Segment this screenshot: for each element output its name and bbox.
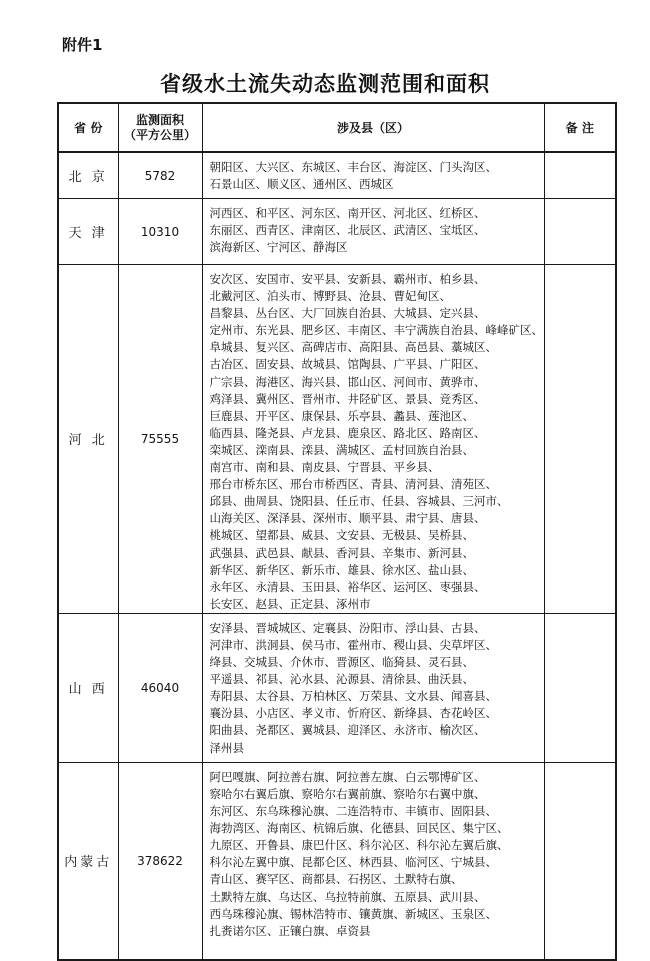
county-line: 绛县、交城县、介休市、晋源区、临猗县、灵石县、 xyxy=(209,655,474,670)
county-line: 广宗县、海港区、海兴县、邯山区、河间市、黄骅市、 xyxy=(209,374,486,389)
county-line: 海勃湾区、海南区、杭锦后旗、化德县、回民区、集宁区、 xyxy=(209,821,509,836)
county-line: 河西区、和平区、河东区、南开区、河北区、红桥区、 xyxy=(209,206,486,220)
county-line: 古冶区、固安县、故城县、馆陶县、广平县、广阳区、 xyxy=(209,357,486,372)
counties-cell xyxy=(202,762,544,960)
monitoring-table xyxy=(57,102,617,961)
table-row xyxy=(58,613,616,762)
county-line: 朝阳区、大兴区、东城区、丰台区、海淀区、门头沟区、 xyxy=(209,160,497,174)
area-cell: 46040 xyxy=(118,613,202,762)
table-header-row xyxy=(58,103,616,152)
attachment-label: 附件1 xyxy=(62,36,103,54)
counties-text xyxy=(203,199,544,256)
area-cell: 378622 xyxy=(118,762,202,960)
province-cell: 山 西 xyxy=(58,613,118,762)
county-line: 河津市、洪洞县、侯马市、霍州市、稷山县、尖草坪区、 xyxy=(209,637,497,652)
county-line: 阿巴嘎旗、阿拉善右旗、阿拉善左旗、白云鄂博矿区、 xyxy=(209,769,486,784)
counties-text xyxy=(203,614,544,757)
county-line: 东河区、东乌珠穆沁旗、二连浩特市、丰镇市、固阳县、 xyxy=(209,804,497,819)
counties-text xyxy=(203,763,544,940)
county-line: 安次区、安国市、安平县、安新县、霸州市、柏乡县、 xyxy=(209,272,486,286)
counties-text xyxy=(203,153,544,193)
counties-text xyxy=(203,265,544,613)
remarks-cell xyxy=(544,199,616,265)
counties-cell xyxy=(202,613,544,762)
county-line: 北戴河区、泊头市、博野县、沧县、曹妃甸区、 xyxy=(209,289,451,304)
header-counties: 涉及县（区） xyxy=(202,103,544,152)
table-row xyxy=(58,152,616,199)
county-line: 寿阳县、太谷县、万柏林区、万荣县、文水县、闻喜县、 xyxy=(209,689,497,704)
county-line: 九原区、开鲁县、康巴什区、科尔沁区、科尔沁左翼后旗、 xyxy=(209,838,509,853)
county-line: 山海关区、深泽县、深州市、顺平县、肃宁县、唐县、 xyxy=(209,511,486,526)
county-line: 南宫市、南和县、南皮县、宁晋县、平乡县、 xyxy=(209,460,440,475)
county-line: 武强县、武邑县、献县、香河县、辛集市、新河县、 xyxy=(209,545,474,560)
county-line: 安泽县、晋城城区、定襄县、汾阳市、浮山县、古县、 xyxy=(209,620,486,635)
area-cell: 5782 xyxy=(118,152,202,199)
county-line: 襄汾县、小店区、孝义市、忻府区、新绛县、杏花岭区、 xyxy=(209,706,497,721)
remarks-cell xyxy=(544,762,616,960)
county-line: 东丽区、西青区、津南区、北辰区、武清区、宝坻区、 xyxy=(209,223,486,238)
remarks-cell xyxy=(544,265,616,614)
header-province: 省 份 xyxy=(58,103,118,152)
header-remarks: 备 注 xyxy=(544,103,616,152)
county-line: 巨鹿县、开平区、康保县、乐亭县、蠡县、莲池区、 xyxy=(209,408,474,423)
province-cell: 河 北 xyxy=(58,265,118,614)
county-line: 西乌珠穆沁旗、锡林浩特市、镶黄旗、新城区、玉泉区、 xyxy=(209,906,497,921)
county-line: 察哈尔右翼后旗、察哈尔右翼前旗、察哈尔右翼中旗、 xyxy=(209,786,486,801)
county-line: 石景山区、顺义区、通州区、西城区 xyxy=(209,177,394,192)
header-area-line1: 监测面积 xyxy=(135,112,184,127)
header-area-line2: （平方公里） xyxy=(123,127,196,142)
county-line: 桃城区、望都县、威县、文安县、无极县、吴桥县、 xyxy=(209,528,474,543)
county-line: 邢台市桥东区、邢台市桥西区、青县、清河县、清苑区、 xyxy=(209,477,497,492)
area-cell: 10310 xyxy=(118,199,202,265)
county-line: 泽州县 xyxy=(209,740,244,755)
county-line: 永年区、永清县、玉田县、裕华区、运河区、枣强县、 xyxy=(209,579,486,594)
province-cell: 北 京 xyxy=(58,152,118,199)
county-line: 阜城县、复兴区、高碑店市、高阳县、高邑县、藁城区、 xyxy=(209,340,497,355)
counties-cell xyxy=(202,199,544,265)
county-line: 定州市、东光县、肥乡区、丰南区、丰宁满族自治县、峰峰矿区、 xyxy=(209,323,543,338)
county-line: 昌黎县、丛台区、大厂回族自治县、大城县、定兴县、 xyxy=(209,306,486,321)
header-area xyxy=(118,103,202,152)
county-line: 滨海新区、宁河区、静海区 xyxy=(209,240,348,255)
document-title: 省级水土流失动态监测范围和面积 xyxy=(160,72,490,96)
province-cell: 内蒙古 xyxy=(58,762,118,960)
county-line: 栾城区、滦南县、滦县、满城区、孟村回族自治县、 xyxy=(209,442,474,457)
table-row xyxy=(58,762,616,960)
remarks-cell xyxy=(544,152,616,199)
county-line: 鸡泽县、冀州区、晋州市、井陉矿区、景县、竞秀区、 xyxy=(209,391,486,406)
province-cell: 天 津 xyxy=(58,199,118,265)
county-line: 阳曲县、尧都区、翼城县、迎泽区、永济市、榆次区、 xyxy=(209,723,486,738)
area-cell: 75555 xyxy=(118,265,202,614)
county-line: 扎赉诺尔区、正镶白旗、卓资县 xyxy=(209,923,371,938)
table-row xyxy=(58,265,616,614)
county-line: 长安区、赵县、正定县、涿州市 xyxy=(209,596,371,611)
county-line: 平遥县、祁县、沁水县、沁源县、清徐县、曲沃县、 xyxy=(209,672,474,687)
counties-cell xyxy=(202,265,544,614)
county-line: 青山区、赛罕区、商都县、石拐区、土默特右旗、 xyxy=(209,872,463,887)
remarks-cell xyxy=(544,613,616,762)
counties-cell xyxy=(202,152,544,199)
table-row xyxy=(58,199,616,265)
county-line: 新华区、新华区、新乐市、雄县、徐水区、盐山县、 xyxy=(209,562,474,577)
county-line: 土默特左旗、乌达区、乌拉特前旗、五原县、武川县、 xyxy=(209,889,486,904)
county-line: 邱县、曲周县、饶阳县、任丘市、任县、容城县、三河市、 xyxy=(209,494,509,509)
county-line: 临西县、隆尧县、卢龙县、鹿泉区、路北区、路南区、 xyxy=(209,425,486,440)
county-line: 科尔沁左翼中旗、昆都仑区、林西县、临河区、宁城县、 xyxy=(209,855,497,870)
